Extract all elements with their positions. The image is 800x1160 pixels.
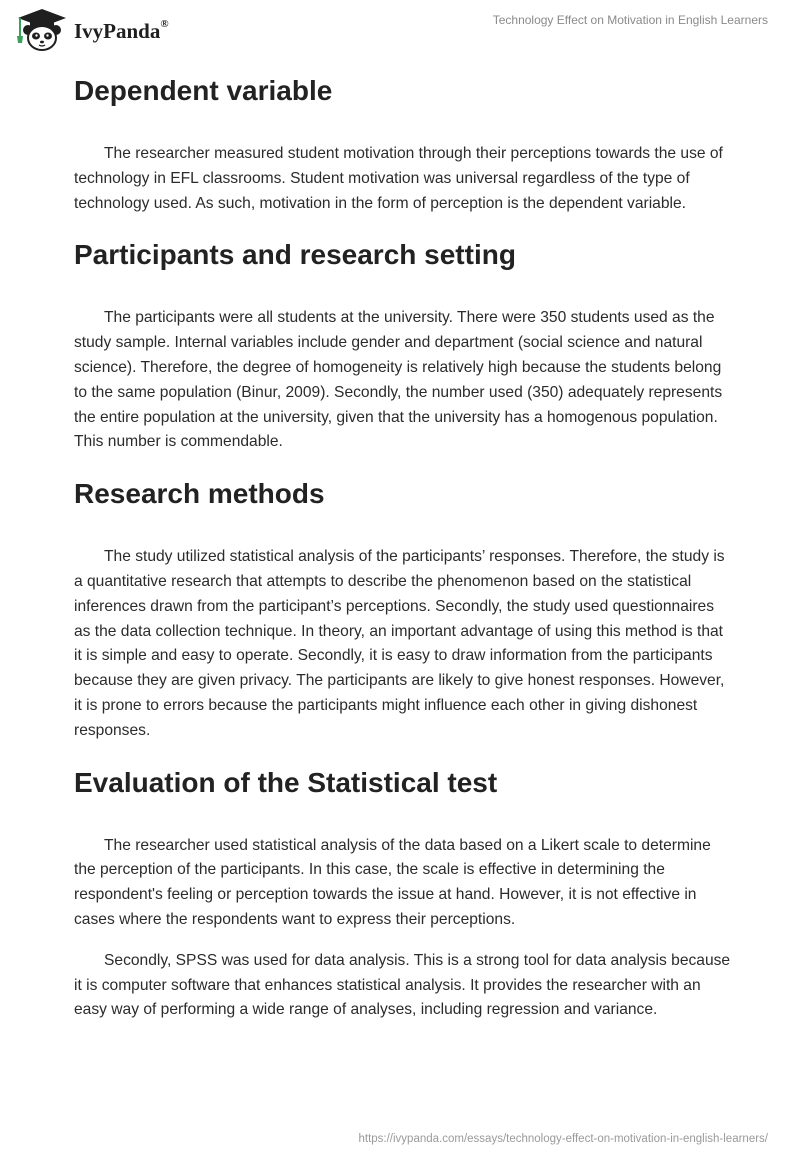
page-header <box>0 0 800 62</box>
section-heading-dependent-variable: Dependent variable <box>74 75 333 106</box>
source-url[interactable]: https://ivypanda.com/essays/technology-effect-on-motivation-in-english-learners/ <box>358 1133 768 1145</box>
section-heading-participants: Participants and research setting <box>74 239 516 271</box>
paragraph: The participants were all students at the university. There were 350 students used as the study sample. Internal variables include gender and department (social science and natural science). Therefore, the degree of homogeneity is relatively high because the students belong to the same population (Binur, 2009). Secondly, the number used (350) adequately represents the entire population at the university, given that the university has a homogenous population. This number is commendable. <box>74 309 723 451</box>
brand-logo[interactable] <box>14 8 169 52</box>
section-heading-statistical-test: Evaluation of the Statistical test <box>74 766 498 798</box>
paragraph: The study utilized statistical analysis of the participants’ responses. Therefore, the study is a quantitative research that attempts to describe the phenomenon based on the statistical inferences drawn from the participant’s perceptions. Secondly, the study used questionnaires as the data collection technique. In theory, an important advantage of using this method is that it is simple and easy to operate. Secondly, it is easy to draw information from the participants because they are given privacy. The participants are likely to give honest responses. However, it is prone to errors because the participants might influence each other in giving dishonest responses. <box>74 548 725 739</box>
registered-mark: ® <box>160 17 169 30</box>
paragraph: The researcher measured student motivation through their perceptions towards the use of technology in EFL classrooms. Student motivation was universal regardless of the type of technology used. As such, motivation in the form of perception is the dependent variable. <box>74 145 723 212</box>
paragraph: Secondly, SPSS was used for data analysis. This is a strong tool for data analysis because it is computer software that enhances statistical analysis. It provides the researcher with an easy way of performing a wide range of analyses, including regression and variance. <box>74 951 731 1019</box>
paragraph: The researcher used statistical analysis of the data based on a Likert scale to determine the perception of the participants. In this case, the scale is effective in determining the respondent's feeling or perception towards the issue at hand. However, it is not effective in cases where the respondents want to express their perceptions. <box>74 836 711 928</box>
brand-name: IvyPanda® <box>74 17 169 43</box>
panda-graduate-icon <box>14 8 70 52</box>
document-title: Technology Effect on Motivation in English Learners <box>492 13 768 27</box>
article-body <box>74 72 734 1023</box>
section-heading-research-methods: Research methods <box>74 478 325 510</box>
